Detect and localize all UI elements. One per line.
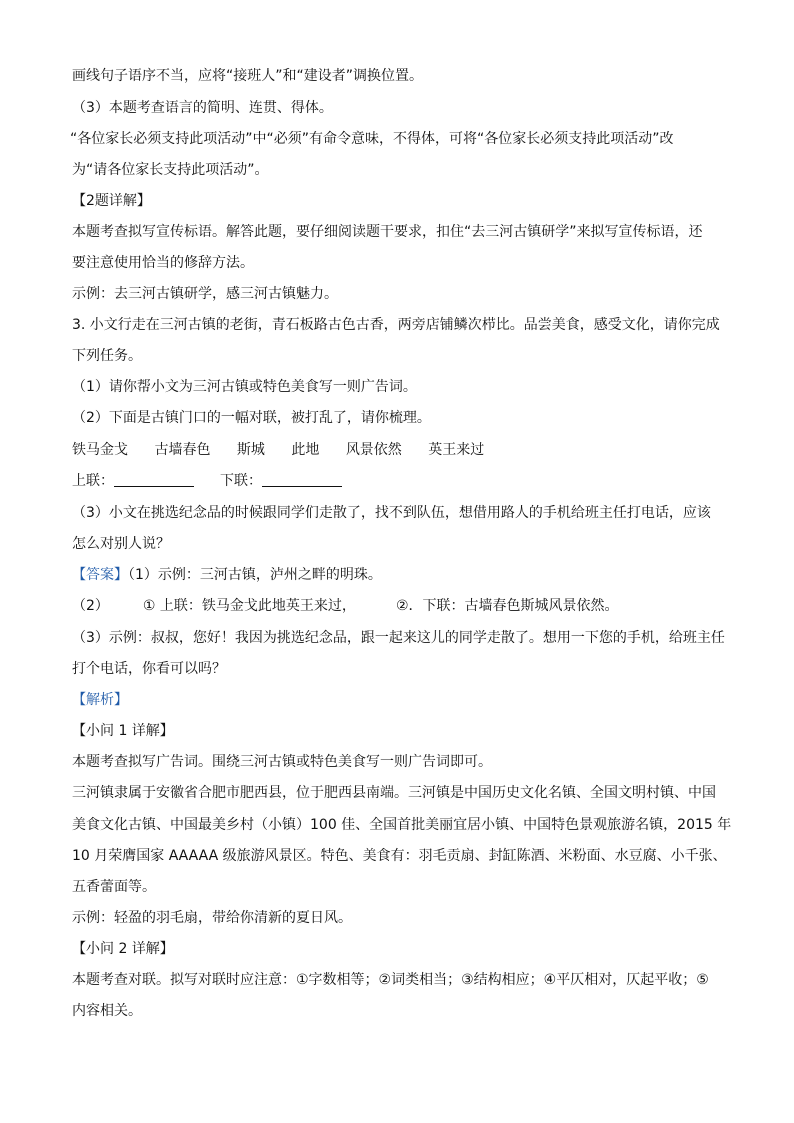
text-line: 打个电话，你看可以吗？ [72, 661, 226, 677]
text-line: “各位家长必须支持此项活动”中“必须”有命令意味，不得体，可将“各位家长必须支持此项活动”改 [70, 131, 674, 147]
text-line: 本题考查拟写宣传标语。解答此题，要仔细阅读题干要求，扣住“去三河古镇研学”来拟写宣传标语，还 [72, 224, 703, 240]
analysis-tag: 【解析】 [72, 692, 128, 708]
text-line: 示例：轻盈的羽毛扇，带给你清新的夏日风。 [72, 910, 352, 926]
text-line: 内容相关。 [72, 1003, 142, 1019]
text-line: 为“请各位家长支持此项活动”。 [72, 162, 269, 178]
answer-line [72, 565, 382, 585]
text-line: 示例：去三河古镇研学，感三河古镇魅力。 [72, 286, 338, 302]
sub-question: （3）小文在挑选纪念品的时候跟同学们走散了，找不到队伍，想借用路人的手机给班主任打电话，应该 [72, 505, 711, 521]
couplet-blanks [72, 471, 342, 491]
answer-line [72, 596, 619, 616]
couplet-word: 铁马金戈 [72, 442, 128, 458]
text-line: 要注意使用恰当的修辞方法。 [72, 255, 254, 271]
text-line: 10 月荣膺国家 AAAAA 级旅游风景区。特色、美食有：羽毛贡扇、封缸陈酒、米粉面、水豆腐、小千张、 [72, 848, 727, 864]
lower-line-label: 下联： [220, 473, 262, 489]
answer-upper-line: ① 上联：铁马金戈此地英王来过， [142, 598, 356, 614]
text-line: 本题考查对联。拟写对联时应注意：①字数相等；②词类相当；③结构相应；④平仄相对，仄起平收；⑤ [72, 972, 709, 988]
section-heading: 【小问 2 详解】 [72, 941, 174, 957]
text-line: 怎么对别人说？ [72, 536, 170, 552]
section-heading: 【小问 1 详解】 [72, 723, 174, 739]
text-line: 三河镇隶属于安徽省合肥市肥西县，位于肥西县南端。三河镇是中国历史文化名镇、全国文明村镇、中国 [72, 785, 716, 801]
section-heading: 【2题详解】 [72, 193, 151, 209]
upper-line-blank [114, 472, 194, 487]
text-line: 美食文化古镇、中国最美乡村（小镇）100 佳、全国首批美丽宜居小镇、中国特色景观旅游名镇，2015 年 [72, 817, 732, 833]
couplet-word-list [72, 440, 506, 460]
answer-tag: 【答案】 [72, 567, 128, 583]
answer-number: （2） [72, 598, 109, 614]
answer-lower-line: ②．下联：古墙春色斯城风景依然。 [395, 598, 619, 614]
couplet-word: 斯城 [236, 442, 265, 458]
sub-question: （2）下面是古镇门口的一幅对联，被打乱了，请你梳理。 [72, 410, 431, 426]
answer-text: （3）示例：叔叔，您好！我因为挑选纪念品，跟一起来这儿的同学走散了。想用一下您的手机，给班主任 [72, 630, 725, 646]
text-line: （3）本题考查语言的简明、连贯、得体。 [72, 100, 333, 116]
text-line: 本题考查拟写广告词。围绕三河古镇或特色美食写一则广告词即可。 [72, 754, 492, 770]
question-3-text: 3. 小文行走在三河古镇的老街，青石板路古色古香，两旁店铺鳞次栉比。品尝美食，感受文化，请你完成 [72, 317, 720, 333]
upper-line-label: 上联： [72, 473, 114, 489]
answer-text: （1）示例：三河古镇，泸州之畔的明珠。 [128, 567, 382, 583]
text-line: 画线句子语序不当，应将“接班人”和“建设者”调换位置。 [72, 68, 424, 84]
couplet-word: 此地 [291, 442, 320, 458]
lower-line-blank [262, 472, 342, 487]
couplet-word: 英王来过 [428, 442, 485, 458]
couplet-word: 风景依然 [345, 442, 402, 458]
couplet-word: 古墙春色 [154, 442, 211, 458]
text-line: 下列任务。 [72, 348, 142, 364]
sub-question: （1）请你帮小文为三河古镇或特色美食写一则广告词。 [72, 379, 417, 395]
text-line: 五香蕾面等。 [72, 879, 156, 895]
